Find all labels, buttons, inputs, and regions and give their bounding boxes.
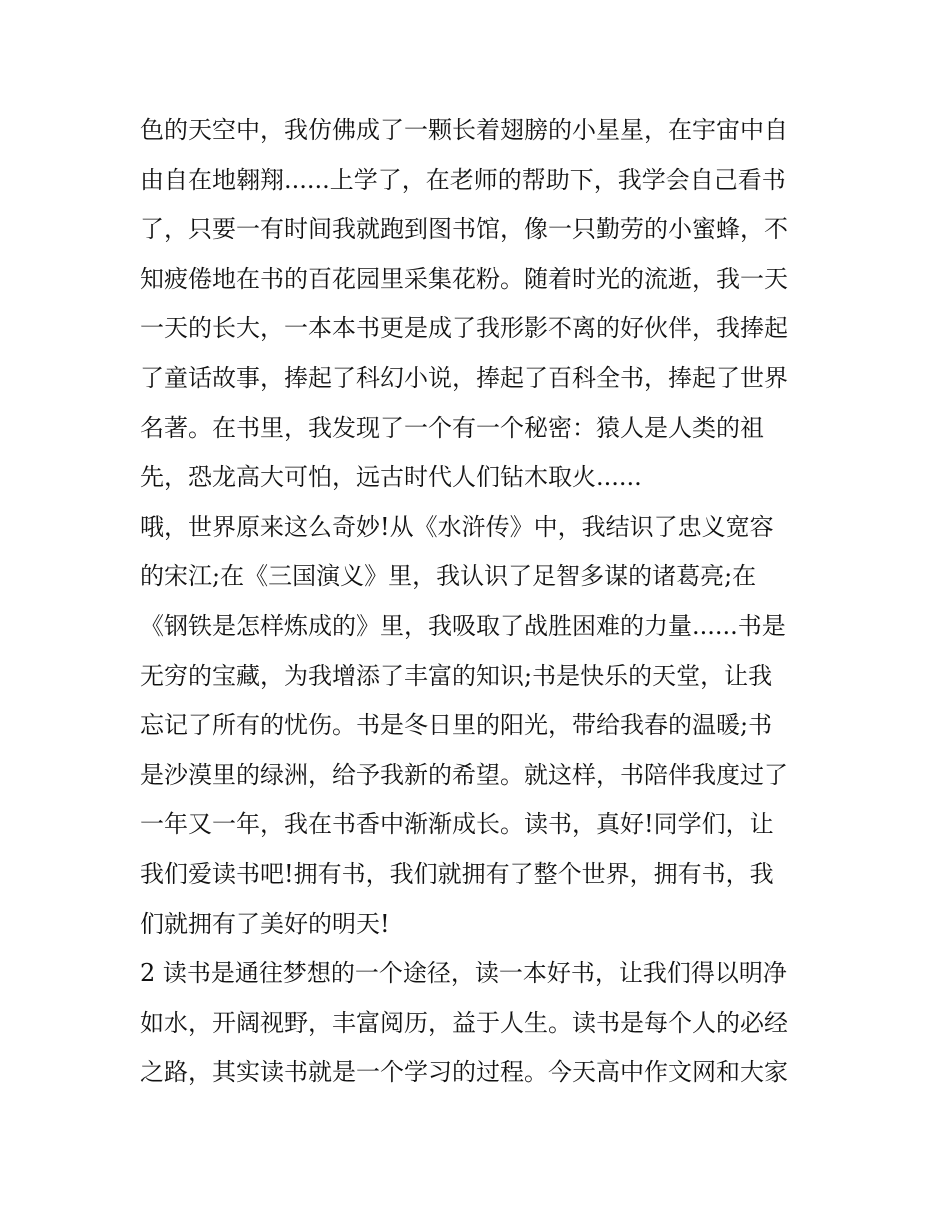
text-line: 知疲倦地在书的百花园里采集花粉。随着时光的流逝，我一天 (140, 264, 788, 293)
text-line: 无穷的宝藏，为我增添了丰富的知识;书是快乐的天堂，让我 (140, 661, 773, 690)
text-line: 哦，世界原来这么奇妙!从《水浒传》中，我结识了忠义宽容 (140, 512, 774, 541)
text-line: 一年又一年，我在书香中渐渐成长。读书，真好!同学们，让 (140, 810, 774, 839)
text-line: 《钢铁是怎样炼成的》里，我吸取了战胜困难的力量......书是 (140, 611, 786, 640)
text-line: 一天的长大，一本本书更是成了我形影不离的好伙伴，我捧起 (140, 314, 788, 343)
text-line: 了，只要一有时间我就跑到图书馆，像一只勤劳的小蜜蜂，不 (140, 215, 788, 244)
text-line: 先，恐龙高大可怕，远古时代人们钻木取火...... (140, 463, 642, 492)
text-line: 的宋江;在《三国演义》里，我认识了足智多谋的诸葛亮;在 (140, 562, 757, 591)
text-line: 了童话故事，捧起了科幻小说，捧起了百科全书，捧起了世界 (140, 363, 788, 392)
text-line: 之路，其实读书就是一个学习的过程。今天高中作文网和大家 (140, 1058, 788, 1087)
text-line: 忘记了所有的忧伤。书是冬日里的阳光，带给我春的温暖;书 (140, 711, 773, 740)
text-line: 我们爱读书吧!拥有书，我们就拥有了整个世界，拥有书，我 (140, 859, 774, 888)
text-line: 们就拥有了美好的明天! (140, 909, 390, 938)
text-line: 名著。在书里，我发现了一个有一个秘密：猿人是人类的祖 (140, 413, 764, 442)
text-line: 色的天空中，我仿佛成了一颗长着翅膀的小星星，在宇宙中自 (140, 116, 788, 144)
text-line: 由自在地翱翔......上学了，在老师的帮助下，我学会自己看书 (140, 165, 786, 194)
text-line: 2 读书是通往梦想的一个途径，读一本好书，让我们得以明净 (140, 959, 787, 988)
text-line: 如水，开阔视野，丰富阅历，益于人生。读书是每个人的必经 (140, 1008, 788, 1037)
text-line: 是沙漠里的绿洲，给予我新的希望。就这样，书陪伴我度过了 (140, 760, 788, 789)
essay-text (140, 106, 820, 1098)
